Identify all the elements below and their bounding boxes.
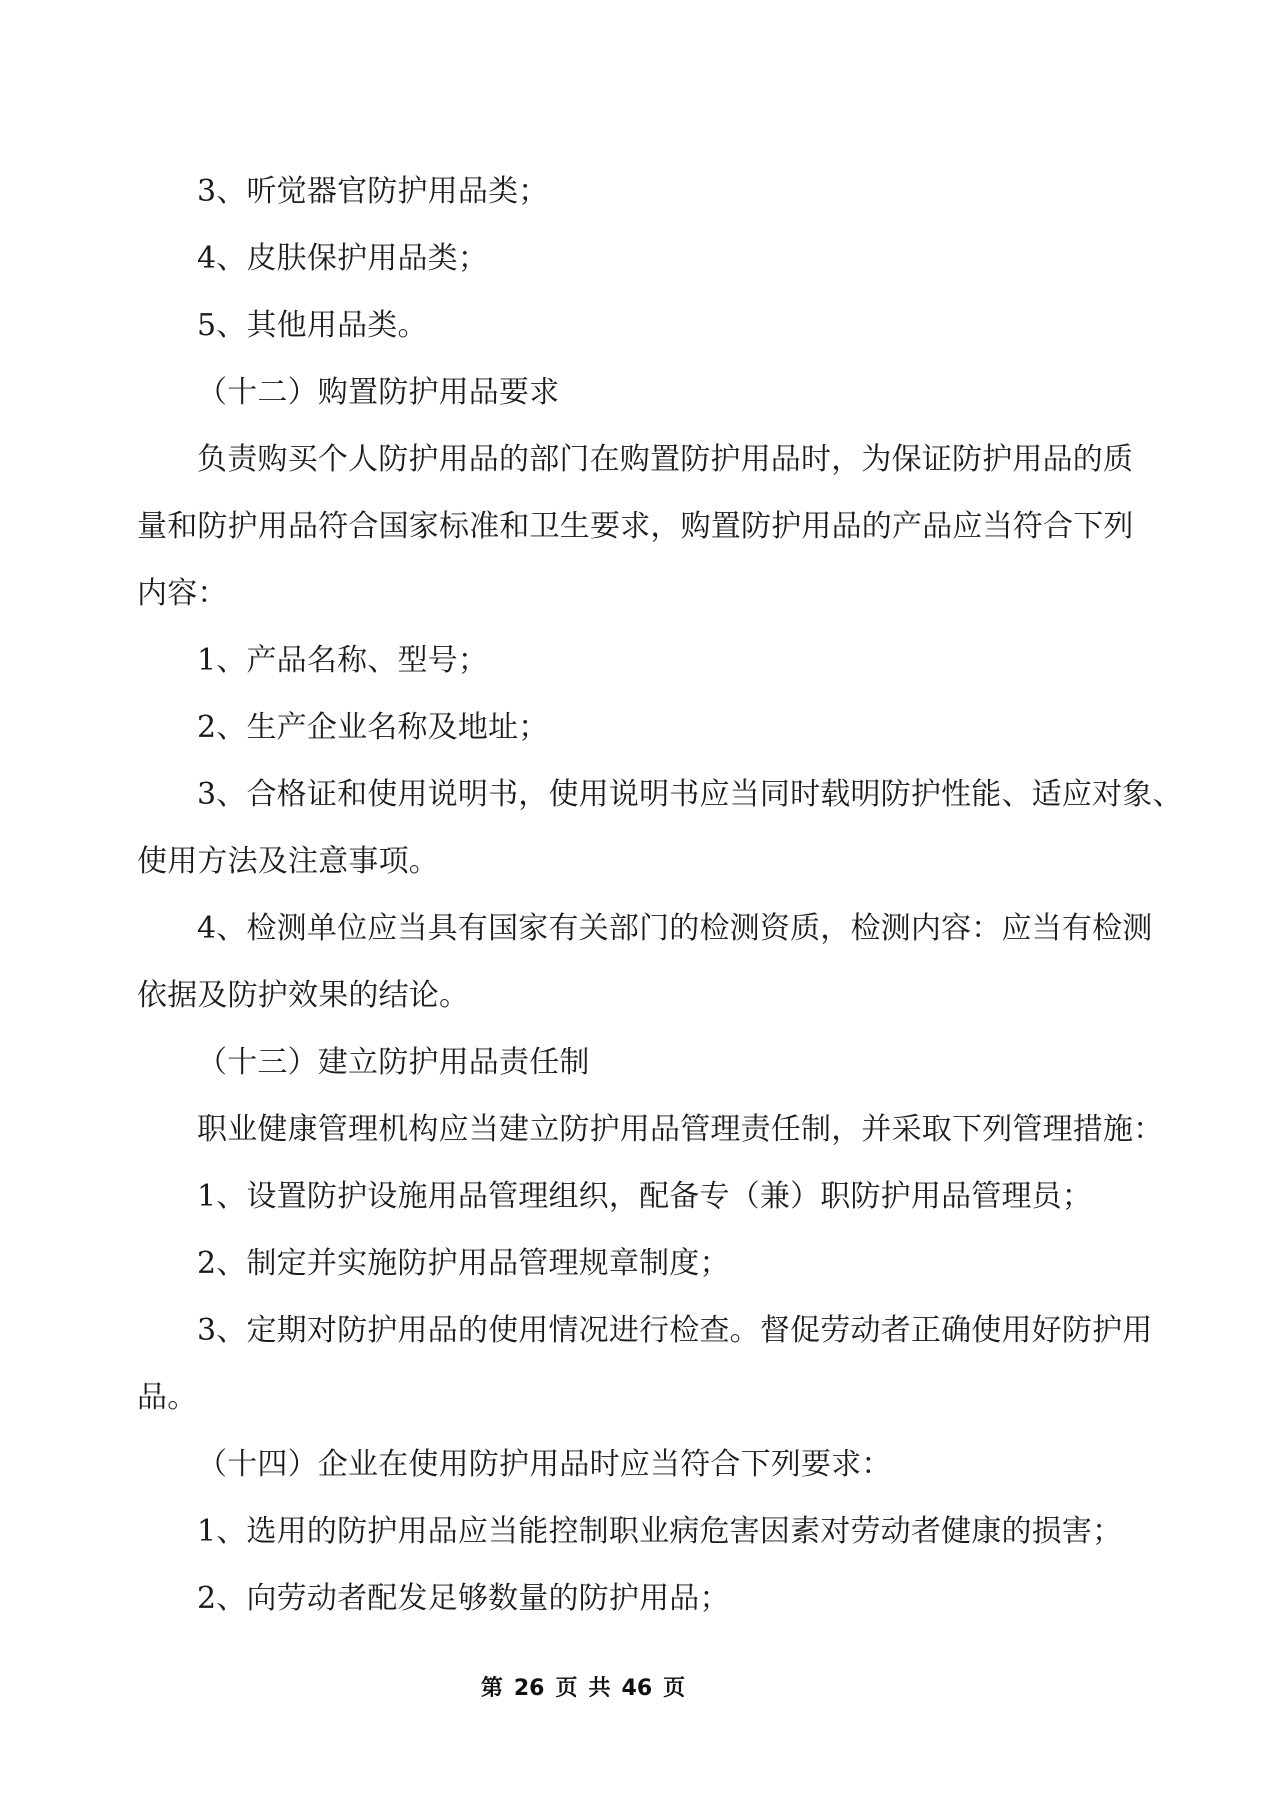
list-item: 2、生产企业名称及地址； [197, 710, 549, 745]
footer-label-di: 第 [480, 1676, 503, 1701]
page-footer [0, 1676, 1166, 1702]
section-heading: （十三）建立防护用品责任制 [197, 1045, 590, 1080]
list-item: 3、听觉器官防护用品类； [197, 174, 549, 209]
list-item: 3、合格证和使用说明书，使用说明书应当同时载明防护性能、适应对象、 [197, 777, 1183, 812]
section-heading: （十二）购置防护用品要求 [197, 375, 560, 410]
continuation-line: 品。 [137, 1380, 198, 1415]
footer-label-ye: 页 [555, 1676, 578, 1701]
list-item: 1、选用的防护用品应当能控制职业病危害因素对劳动者健康的损害； [197, 1514, 1123, 1549]
footer-total-pages: 46 [621, 1676, 653, 1701]
list-item: 1、产品名称、型号； [197, 643, 489, 678]
continuation-line: 内容： [137, 576, 228, 611]
paragraph-line: 职业健康管理机构应当建立防护用品管理责任制，并采取下列管理措施： [197, 1112, 1164, 1147]
continuation-line: 量和防护用品符合国家标准和卫生要求，购置防护用品的产品应当符合下列 [137, 509, 1134, 544]
document-body [137, 158, 1183, 1632]
footer-label-ye-2: 页 [663, 1676, 686, 1701]
section-heading: （十四）企业在使用防护用品时应当符合下列要求： [197, 1447, 892, 1482]
continuation-line: 使用方法及注意事项。 [137, 844, 439, 879]
list-item: 4、皮肤保护用品类； [197, 241, 489, 276]
list-item: 5、其他用品类。 [197, 308, 428, 343]
footer-label-gong: 共 [588, 1676, 611, 1701]
list-item: 3、定期对防护用品的使用情况进行检查。督促劳动者正确使用好防护用 [197, 1313, 1153, 1348]
continuation-line: 依据及防护效果的结论。 [137, 978, 470, 1013]
list-item: 1、设置防护设施用品管理组织，配备专（兼）职防护用品管理员； [197, 1179, 1093, 1214]
list-item: 4、检测单位应当具有国家有关部门的检测资质，检测内容：应当有检测 [197, 911, 1153, 946]
list-item: 2、制定并实施防护用品管理规章制度； [197, 1246, 730, 1281]
paragraph-line: 负责购买个人防护用品的部门在购置防护用品时，为保证防护用品的质 [197, 442, 1134, 477]
list-item: 2、向劳动者配发足够数量的防护用品； [197, 1581, 730, 1616]
footer-page-number: 26 [513, 1676, 545, 1701]
